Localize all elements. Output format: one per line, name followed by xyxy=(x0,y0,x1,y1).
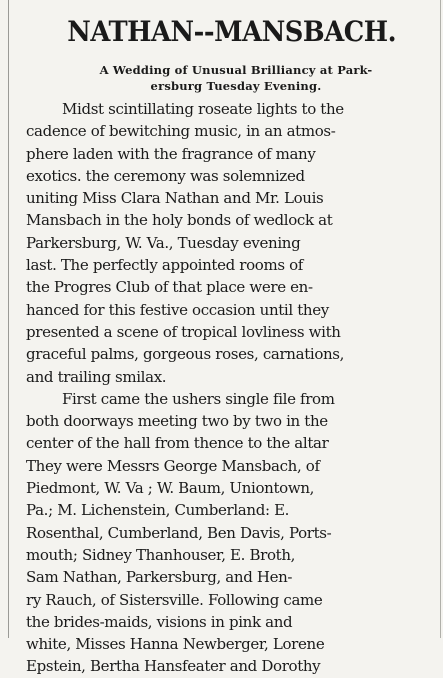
body-line: cadence of bewitching music, in an atmos- xyxy=(26,122,336,141)
body-line: white, Misses Hanna Newberger, Lorene xyxy=(26,635,325,654)
body-line: exotics. the ceremony was solemnized xyxy=(26,166,305,185)
column-rule-right xyxy=(440,0,441,638)
column-rule-left xyxy=(8,0,9,638)
article-headline: NATHAN--MANSBACH. xyxy=(67,15,397,48)
article-column xyxy=(26,14,438,678)
subhead-line: A Wedding of Unusual Brilliancy at Park- xyxy=(99,63,373,77)
body-line: presented a scene of tropical lovliness with xyxy=(26,322,341,341)
body-line: Parkersburg, W. Va., Tuesday evening xyxy=(26,233,301,252)
body-line: Sam Nathan, Parkersburg, and Hen- xyxy=(26,568,293,587)
body-line: the Progres Club of that place were en- xyxy=(26,278,313,297)
body-line: and trailing smilax. xyxy=(26,367,167,386)
body-line: ry Rauch, of Sistersville. Following came xyxy=(26,590,323,609)
body-line: mouth; Sidney Thanhouser, E. Broth, xyxy=(26,545,296,564)
body-line: last. The perfectly appointed rooms of xyxy=(26,256,303,275)
body-line: uniting Miss Clara Nathan and Mr. Louis xyxy=(26,189,324,208)
body-line: Epstein, Bertha Hansfeater and Dorothy xyxy=(26,657,321,676)
body-line: phere laden with the fragrance of many xyxy=(26,144,316,163)
body-line: First came the ushers single file from xyxy=(62,389,335,408)
body-line: Pa.; M. Lichenstein, Cumberland: E. xyxy=(26,501,290,520)
body-line: Rosenthal, Cumberland, Ben Davis, Ports- xyxy=(26,523,332,542)
body-line: center of the hall from thence to the altar xyxy=(26,434,329,453)
body-line: Midst scintillating roseate lights to the xyxy=(62,100,344,118)
body-line: graceful palms, gorgeous roses, carnations, xyxy=(26,345,345,364)
body-line: the brides-maids, visions in pink and xyxy=(26,612,293,631)
body-line: Piedmont, W. Va ; W. Baum, Uniontown, xyxy=(26,479,315,498)
subhead-line: ersburg Tuesday Evening. xyxy=(150,79,322,93)
body-line: Mansbach in the holy bonds of wedlock at xyxy=(26,211,333,230)
body-line: They were Messrs George Mansbach, of xyxy=(26,456,320,475)
body-line: hanced for this festive occasion until they xyxy=(26,300,329,319)
article-body xyxy=(26,98,438,678)
body-line: both doorways meeting two by two in the xyxy=(26,412,328,431)
article-subhead xyxy=(34,62,438,94)
